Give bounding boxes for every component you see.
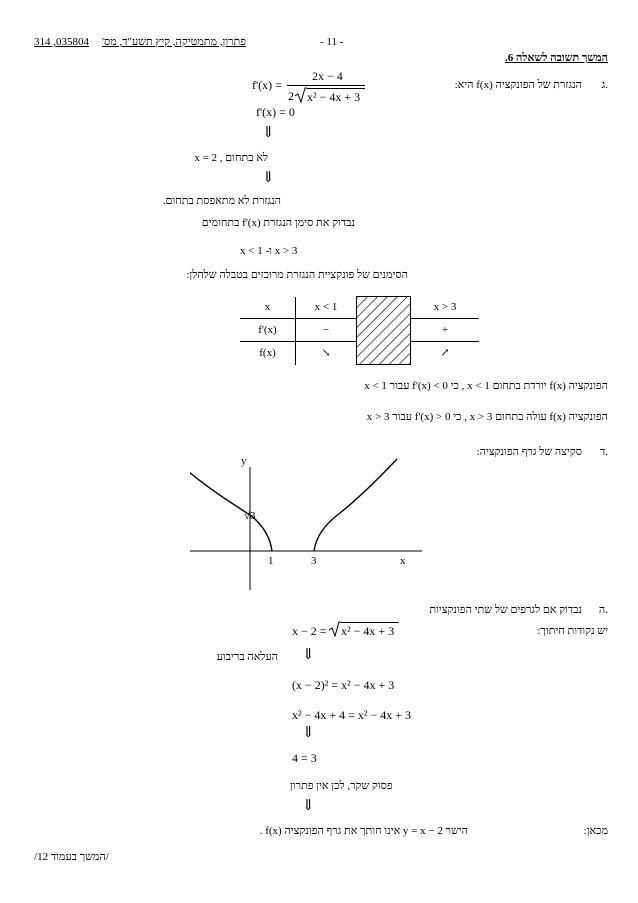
sqrt-sign-icon [329, 621, 341, 637]
part-d-letter: ד. [599, 446, 608, 458]
excluded-domain-hatch [357, 297, 411, 365]
no-zero-note: הנגזרת לא מתאפסת בתחום. [162, 195, 281, 207]
table-fprime-positive: + [411, 319, 480, 342]
derivative-denominator-prefix: 2 [288, 89, 294, 103]
implies-arrow-b: ⇓ [302, 725, 315, 741]
left-branch-curve [190, 455, 272, 551]
implies-arrow-c: ⇓ [302, 798, 315, 814]
x-axis-label: x [400, 555, 406, 567]
function-graph [190, 455, 430, 595]
table-f-increasing-arrow-icon: ↗ [440, 346, 450, 359]
derivative-lhs: f'(x) = [252, 78, 282, 92]
part-d-text: סקיצה של גרף הפונקציה: [476, 446, 582, 458]
header-reference: 314 ,035804 [34, 36, 89, 48]
y-intercept-label: √3 [244, 510, 256, 522]
part-c-letter: ג. [601, 79, 608, 91]
page-number: - 11 - [320, 36, 344, 48]
false-statement: פסוק שקר, לכן אין פתרון [290, 780, 393, 792]
check-sign-text: נבדוק את סימן הנגזרת f'(x) בתחומים [201, 217, 355, 229]
table-header-x: x [240, 297, 296, 319]
equation-1-lhs: x − 2 = [292, 624, 327, 638]
table-fprime-negative: − [296, 319, 357, 342]
decreasing-statement: הפונקציה f(x) יורדת בתחום x < 1 , כי f'(x) < 0 עבור x < 1 [364, 380, 608, 392]
implies-arrow-2: ⇓ [262, 170, 275, 186]
table-f-label: f(x) [240, 342, 296, 365]
implies-arrow-1: ⇓ [262, 125, 275, 141]
derivative-zero-eq: f'(x) = 0 [256, 105, 295, 119]
intersection-question: יש נקודות חיתוך: [537, 625, 608, 637]
table-intro-text: הסימנים של פונקציית הנגזרת מרוכזים בטבלה שלהלן: [186, 269, 408, 281]
conclusion-text: הישר y = x − 2 אינו חותך את גרף הפונקציה f(x) . [259, 825, 468, 837]
square-note: העלאה בריבוע [216, 651, 278, 663]
y-axis-label: y [241, 455, 247, 467]
derivative-denominator-radicand: x² − 4x + 3 [307, 88, 365, 103]
x-equals-2-note: x = 2 , לא בתחום [194, 152, 268, 164]
equation-2: (x − 2)² = x² − 4x + 3 [292, 678, 395, 692]
table-header-x-less-1: x < 1 [296, 297, 357, 319]
x-tick-1: 1 [268, 555, 274, 567]
part-c-intro: הנגזרת של הפונקציה f(x) היא: [454, 79, 582, 91]
equation-1-radicand: x² − 4x + 3 [341, 622, 399, 637]
derivative-numerator: 2x − 4 [312, 69, 343, 83]
domains-text: x < 1 -ו x > 3 [240, 245, 298, 257]
equation-4: 4 = 3 [292, 751, 317, 765]
conclusion-label: מכאן: [583, 825, 608, 837]
equation-3: x² − 4x + 4 = x² − 4x + 3 [292, 708, 412, 722]
part-e-letter: ה. [598, 604, 608, 616]
right-branch-curve [314, 459, 397, 551]
x-tick-3: 3 [311, 555, 317, 567]
header-title: פתרון, מתמטיקה, קיץ תשע"ד, מס' [102, 36, 246, 48]
fraction-bar [287, 85, 365, 86]
footer-continue: /המשך בעמוד 12/ [34, 851, 109, 863]
part-e-intro: נבדוק אם לגרפים של שתי הפונקציות [429, 604, 582, 616]
sqrt-sign-icon [295, 87, 307, 103]
section-title: המשך תשובה לשאלה 6. [505, 52, 608, 64]
sign-table [240, 296, 479, 365]
increasing-statement: הפונקציה f(x) עולה בתחום x > 3 , כי f'(x) > 0 עבור x > 3 [366, 411, 608, 423]
implies-arrow-a: ⇓ [302, 647, 315, 663]
table-fprime-label: f'(x) [240, 319, 296, 342]
table-header-x-greater-3: x > 3 [411, 297, 480, 319]
table-f-decreasing-arrow-icon: ↘ [296, 342, 357, 365]
